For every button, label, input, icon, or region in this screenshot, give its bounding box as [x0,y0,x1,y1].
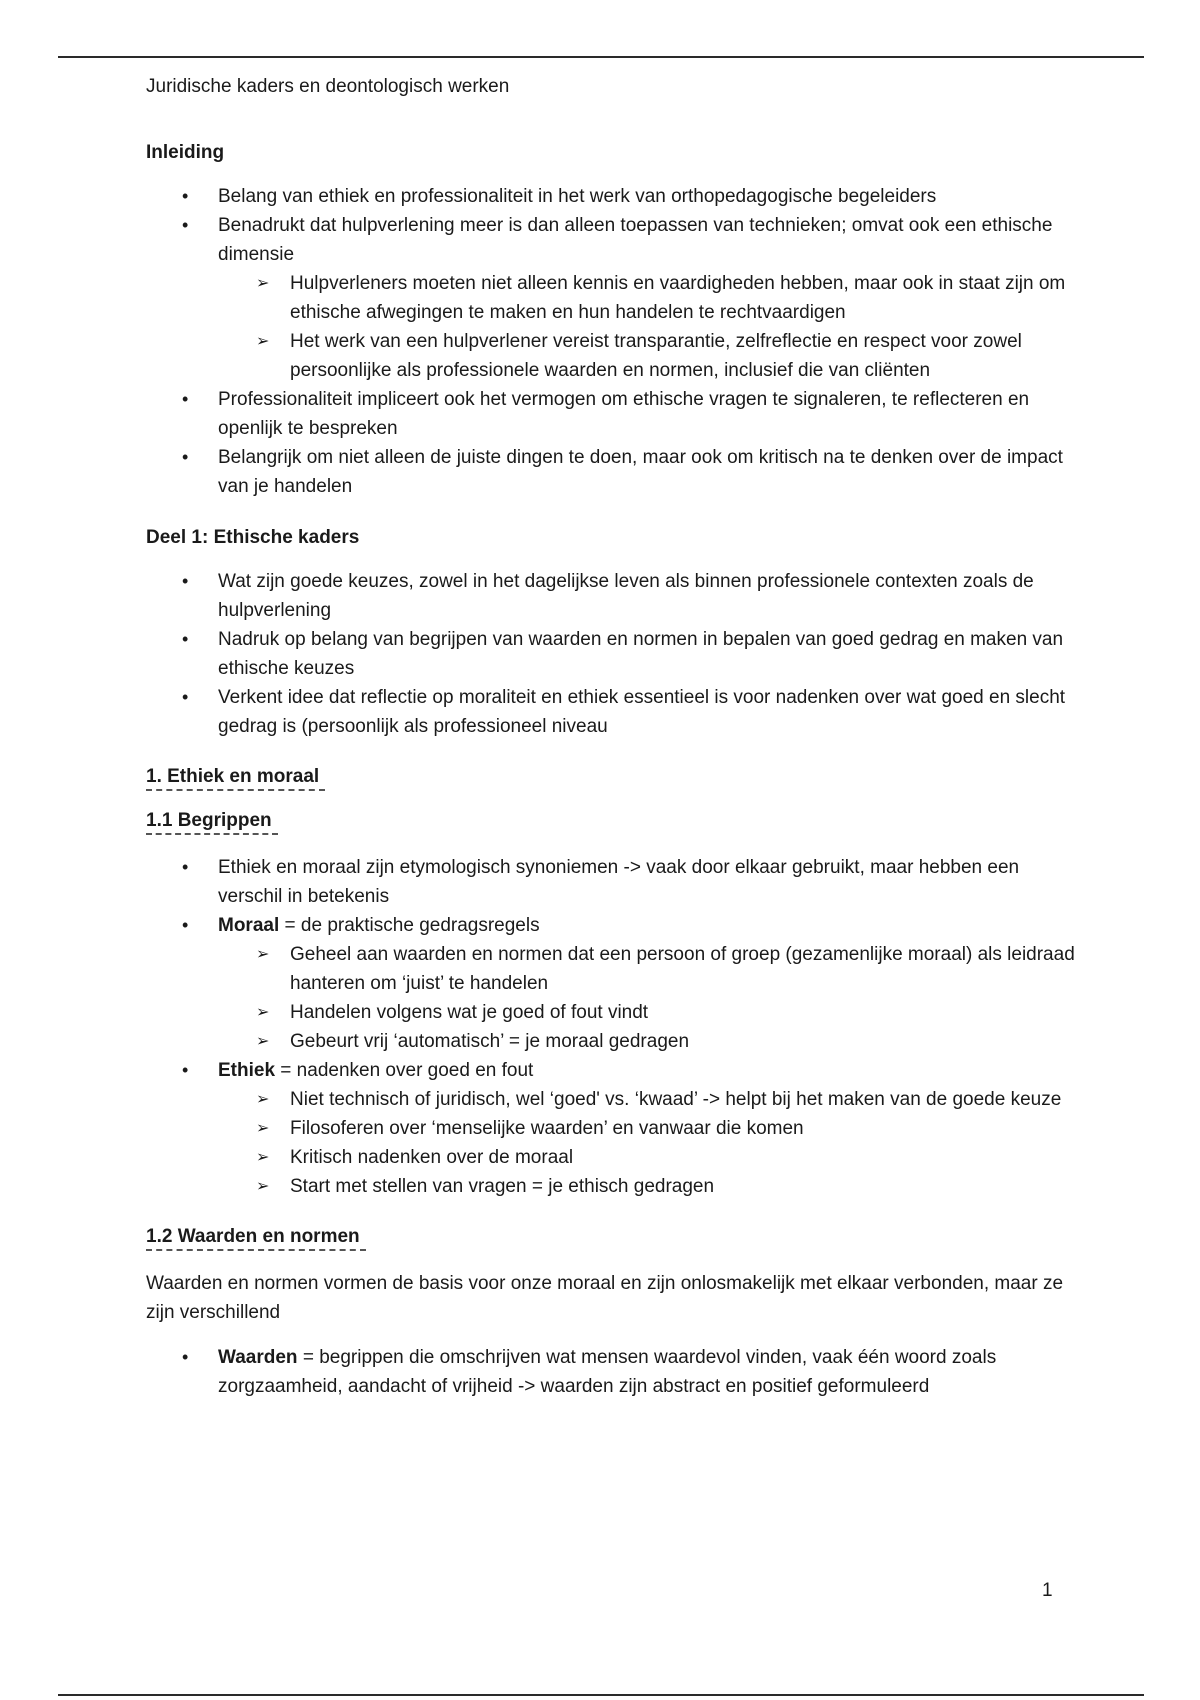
paragraph-waarden-normen: Waarden en normen vormen de basis voor onze moraal en zijn onlosmakelijk met elkaar verbonden, maar ze zijn verschillend [146,1273,1064,1323]
definition-ethiek: = nadenken over goed en fout [275,1060,534,1081]
term-moraal: Moraal [218,915,280,936]
sub-list-item: ➢ Kritisch nadenken over de moraal [146,1143,1076,1172]
list-item: • Belangrijk om niet alleen de juiste dingen te doen, maar ook om kritisch na te denken over de impact van je handelen [146,443,1076,501]
sub-list-item: ➢ Niet technisch of juridisch, wel ‘goed' vs. ‘kwaad’ -> helpt bij het maken van de goede keuze [146,1085,1076,1114]
heading-begrippen: 1.1 Begrippen [146,809,278,835]
list-item: • Professionaliteit impliceert ook het vermogen om ethische vragen te signaleren, te reflecteren en openlijk te bespreken [146,385,1076,443]
sub-list-item: ➢ Handelen volgens wat je goed of fout vindt [146,998,1076,1027]
heading-waarden-en-normen: 1.2 Waarden en normen [146,1225,366,1251]
page-number: 1 [1042,1580,1053,1601]
term-waarden: Waarden [218,1347,298,1368]
term-ethiek: Ethiek [218,1060,276,1081]
waarden-list [146,1343,1076,1401]
sub-list-item: ➢ Start met stellen van vragen = je ethisch gedragen [146,1172,1076,1201]
list-item-text: Benadrukt dat hulpverlening meer is dan alleen toepassen van technieken; omvat ook een ethische dimensie [218,215,1053,265]
list-item-moraal [146,911,1076,1056]
header-rule [58,56,1144,58]
list-item: • Wat zijn goede keuzes, zowel in het dagelijkse leven als binnen professionele contexten zoals de hulpverlening [146,567,1076,625]
sub-list-item: ➢ Gebeurt vrij ‘automatisch’ = je moraal gedragen [146,1027,1076,1056]
list-item: • Belang van ethiek en professionaliteit in het werk van orthopedagogische begeleiders [146,182,1076,211]
definition-moraal: = de praktische gedragsregels [279,915,540,936]
heading-inleiding: Inleiding [146,142,225,163]
sub-list [218,1085,1076,1201]
list-item [146,211,1076,385]
document-header-title: Juridische kaders en deontologisch werken [146,76,510,97]
intro-list [146,182,1076,501]
sub-list-item: ➢ Filosoferen over ‘menselijke waarden’ en vanwaar die komen [146,1114,1076,1143]
list-item-ethiek [146,1056,1076,1201]
list-item: • Verkent idee dat reflectie op moraliteit en ethiek essentieel is voor nadenken over wat goed en slecht gedrag is (persoonlijk als professioneel niveau [146,683,1076,741]
heading-ethiek-en-moraal: 1. Ethiek en moraal [146,765,325,791]
heading-deel1: Deel 1: Ethische kaders [146,527,360,548]
sub-list-item: ➢ Hulpverleners moeten niet alleen kennis en vaardigheden hebben, maar ook in staat zijn om ethische afwegingen te maken en hun handelen te rechtvaardigen [146,269,1076,327]
begrippen-list [146,853,1076,1201]
list-item: • Nadruk op belang van begrijpen van waarden en normen in bepalen van goed gedrag en maken van ethische keuzes [146,625,1076,683]
footer-rule [58,1694,1144,1696]
definition-waarden: = begrippen die omschrijven wat mensen waardevol vinden, vaak één woord zoals zorgzaamheid, aandacht of vrijheid -> waarden zijn abstract en positief geformuleerd [218,1347,997,1397]
sub-list-item: ➢ Het werk van een hulpverlener vereist transparantie, zelfreflectie en respect voor zowel persoonlijke als professionele waarden en normen, inclusief die van cliënten [146,327,1076,385]
sub-list-item: ➢ Geheel aan waarden en normen dat een persoon of groep (gezamenlijke moraal) als leidraad hanteren om ‘juist’ te handelen [146,940,1076,998]
sub-list [218,269,1076,385]
list-item: • Ethiek en moraal zijn etymologisch synoniemen -> vaak door elkaar gebruikt, maar hebben een verschil in betekenis [146,853,1076,911]
deel1-list [146,567,1076,741]
sub-list [218,940,1076,1056]
list-item-waarden [146,1343,1076,1401]
document-page [146,74,1076,1425]
